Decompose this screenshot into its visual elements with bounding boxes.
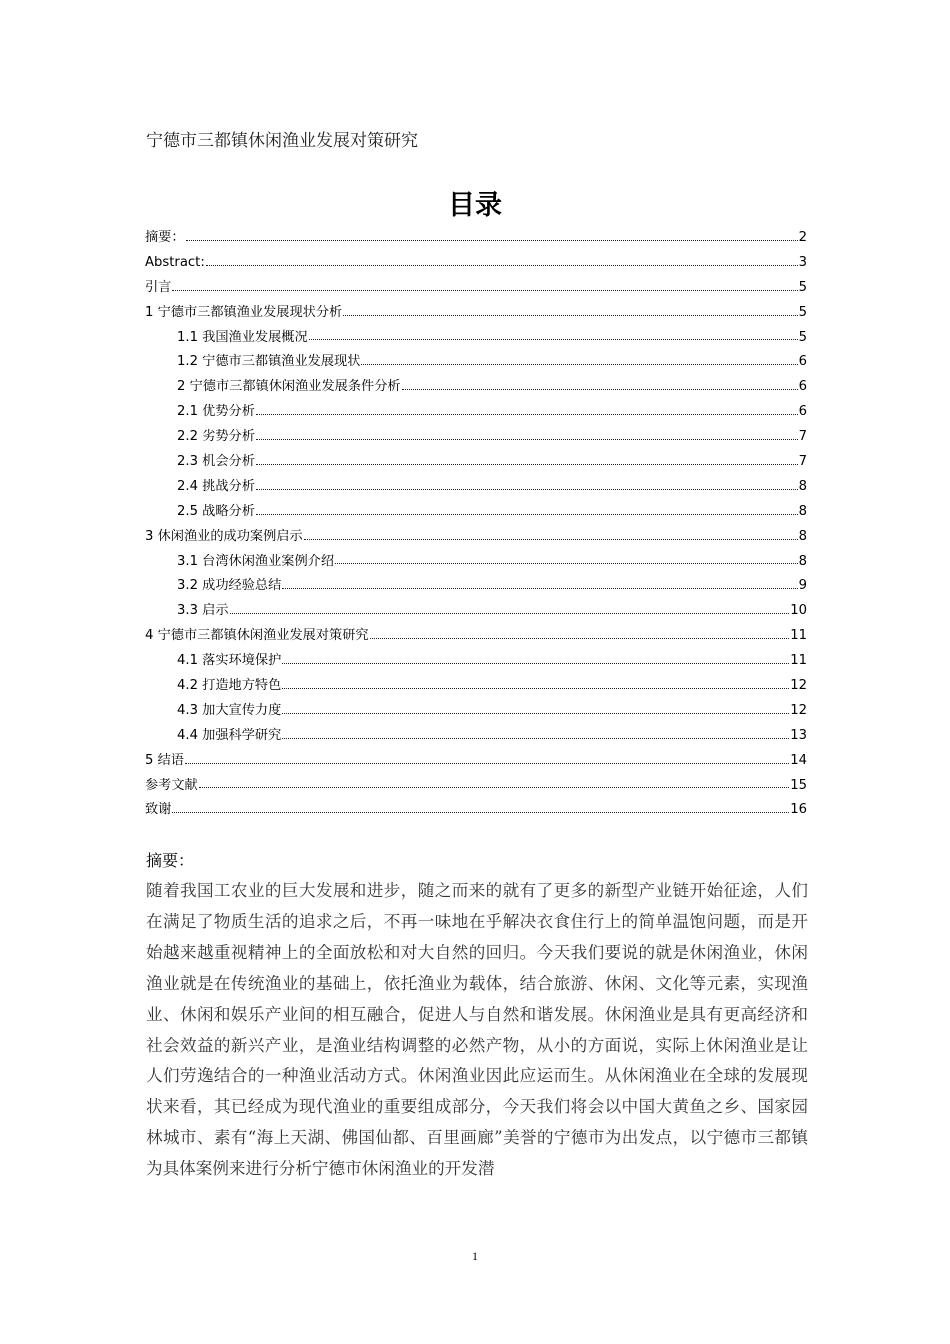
toc-dot-leader: [309, 338, 798, 340]
toc-entry-page-number: 5: [798, 329, 807, 345]
toc-entry-page-number: 8: [798, 553, 807, 569]
toc-entry[interactable]: [145, 699, 807, 724]
toc-entry-page-number: 14: [790, 752, 807, 768]
toc-entry-label: 摘要：: [145, 230, 185, 245]
toc-entry-label: 参考文献: [145, 777, 198, 793]
toc-dot-leader: [199, 786, 789, 788]
toc-dot-leader: [282, 737, 789, 739]
toc-dot-leader: [256, 488, 798, 490]
toc-entry-label: 1.1 我国渔业发展概况: [177, 329, 308, 345]
toc-entry-page-number: 8: [798, 528, 807, 544]
toc-entry-label: 3.2 成功经验总结: [177, 578, 282, 594]
toc-entry-page-number: 15: [790, 777, 807, 793]
toc-entry-page-number: 6: [798, 379, 807, 395]
toc-dot-leader: [304, 538, 798, 540]
toc-dot-leader: [230, 612, 790, 614]
toc-entry-label: 3 休闲渔业的成功案例启示: [145, 528, 303, 544]
document-header-title: 宁德市三都镇休闲渔业发展对策研究: [146, 131, 418, 151]
toc-entry-page-number: 12: [790, 702, 807, 718]
toc-dot-leader: [185, 762, 789, 764]
toc-entry-label: 2.1 优势分析: [177, 404, 255, 420]
toc-entry[interactable]: [145, 475, 807, 500]
toc-entry-label: 引言: [145, 279, 172, 295]
toc-entry[interactable]: [145, 674, 807, 699]
toc-dot-leader: [282, 687, 789, 689]
toc-entry-page-number: 10: [790, 603, 807, 619]
toc-entry-page-number: 16: [790, 802, 807, 818]
toc-entry-label: 3.1 台湾休闲渔业案例介绍: [177, 553, 335, 569]
abstract-body: 随着我国工农业的巨大发展和进步，随之而来的就有了更多的新型产业链开始征途，人们在满足了物质生活的追求之后，不再一味地在乎解决衣食住行上的简单温饱问题，而是开始越来越重视精神上的全面放松和对大自然的回归。今天我们要说的就是休闲渔业，休闲渔业就是在传统渔业的基础上，依托渔业为载体，结合旅游、休闲、文化等元素，实现渔业、休闲和娱乐产业间的相互融合，促进人与自然和谐发展。休闲渔业是具有更高经济和社会效益的新兴产业，是渔业结构调整的必然产物，从小的方面说，实际上休闲渔业是让人们劳逸结合的一种渔业活动方式。休闲渔业因此应运而生。从休闲渔业在全球的发展现状来看，其已经成为现代渔业的重要组成部分，今天我们将会以中国大黄鱼之乡、国家园林城市、素有“海上天湖、佛国仙都、百里画廊”美誉的宁德市为出发点，以宁德市三都镇为具体案例来进行分析宁德市休闲渔业的开发潜: [146, 881, 808, 1179]
toc-entry-label: 2 宁德市三都镇休闲渔业发展条件分析: [177, 379, 401, 395]
toc-entry[interactable]: [145, 450, 807, 475]
toc-entry-label: 4 宁德市三都镇休闲渔业发展对策研究: [145, 628, 369, 644]
toc-entry[interactable]: [145, 774, 807, 799]
toc-entry[interactable]: [145, 375, 807, 400]
toc-entry[interactable]: [145, 525, 807, 550]
toc-entry-label: 4.4 加强科学研究: [177, 727, 282, 743]
toc-dot-leader: [256, 463, 798, 465]
toc-entry-label: 1.2 宁德市三都镇渔业发展现状: [177, 354, 361, 370]
toc-entry-label: 2.4 挑战分析: [177, 478, 255, 494]
toc-entry-page-number: 12: [790, 678, 807, 694]
toc-dot-leader: [172, 289, 797, 291]
abstract-heading: 摘要：: [146, 851, 195, 870]
toc-entry-label: 2.3 机会分析: [177, 454, 255, 470]
toc-entry-label: 4.3 加大宣传力度: [177, 702, 282, 718]
toc-dot-leader: [256, 413, 798, 415]
toc-entry[interactable]: [145, 326, 807, 351]
toc-entry[interactable]: [145, 724, 807, 749]
toc-dot-leader: [172, 811, 789, 813]
toc-entry-page-number: 9: [798, 578, 807, 594]
toc-entry[interactable]: [145, 649, 807, 674]
toc-dot-leader: [206, 264, 798, 266]
toc-entry[interactable]: [145, 798, 807, 823]
toc-entry[interactable]: [145, 749, 807, 774]
toc-dot-leader: [282, 712, 789, 714]
toc-entry-page-number: 11: [790, 628, 807, 644]
toc-entry[interactable]: [145, 624, 807, 649]
toc-entry[interactable]: [145, 276, 807, 301]
toc-entry-label: 3.3 启示: [177, 603, 229, 619]
toc-entry-page-number: 3: [798, 254, 807, 270]
toc-entry-label: Abstract:: [145, 254, 205, 270]
toc-title: 目录: [448, 190, 502, 221]
table-of-contents: [145, 226, 807, 823]
toc-dot-leader: [370, 637, 790, 639]
toc-entry-page-number: 7: [798, 454, 807, 470]
toc-entry-label: 致谢: [145, 802, 172, 818]
toc-entry[interactable]: [145, 251, 807, 276]
toc-entry-label: 2.5 战略分析: [177, 503, 255, 519]
toc-entry[interactable]: [145, 500, 807, 525]
toc-dot-leader: [186, 239, 798, 241]
toc-entry[interactable]: [145, 425, 807, 450]
toc-dot-leader: [335, 562, 798, 564]
toc-entry[interactable]: [145, 550, 807, 575]
toc-entry-page-number: 5: [798, 304, 807, 320]
toc-entry-page-number: 11: [790, 653, 807, 669]
toc-entry-page-number: 6: [798, 354, 807, 370]
toc-entry-label: 2.2 劣势分析: [177, 429, 255, 445]
toc-entry-page-number: 5: [798, 279, 807, 295]
toc-entry-page-number: 7: [798, 429, 807, 445]
page-number: 1: [472, 1249, 478, 1263]
toc-entry[interactable]: [145, 226, 807, 251]
toc-dot-leader: [402, 388, 798, 390]
toc-entry-page-number: 2: [798, 230, 807, 245]
toc-dot-leader: [343, 314, 797, 316]
toc-entry-page-number: 6: [798, 404, 807, 420]
toc-entry-page-number: 13: [790, 727, 807, 743]
toc-entry[interactable]: [145, 400, 807, 425]
toc-dot-leader: [282, 662, 789, 664]
toc-entry-page-number: 8: [798, 503, 807, 519]
toc-dot-leader: [282, 587, 797, 589]
toc-dot-leader: [256, 438, 798, 440]
toc-dot-leader: [256, 513, 798, 515]
toc-entry-label: 5 结语: [145, 752, 184, 768]
toc-entry[interactable]: [145, 599, 807, 624]
toc-entry-label: 4.2 打造地方特色: [177, 678, 282, 694]
toc-entry-label: 1 宁德市三都镇渔业发展现状分析: [145, 304, 343, 320]
toc-entry[interactable]: [145, 574, 807, 599]
toc-entry[interactable]: [145, 301, 807, 326]
toc-entry[interactable]: [145, 350, 807, 375]
toc-entry-page-number: 8: [798, 478, 807, 494]
toc-entry-label: 4.1 落实环境保护: [177, 653, 282, 669]
toc-dot-leader: [361, 363, 797, 365]
